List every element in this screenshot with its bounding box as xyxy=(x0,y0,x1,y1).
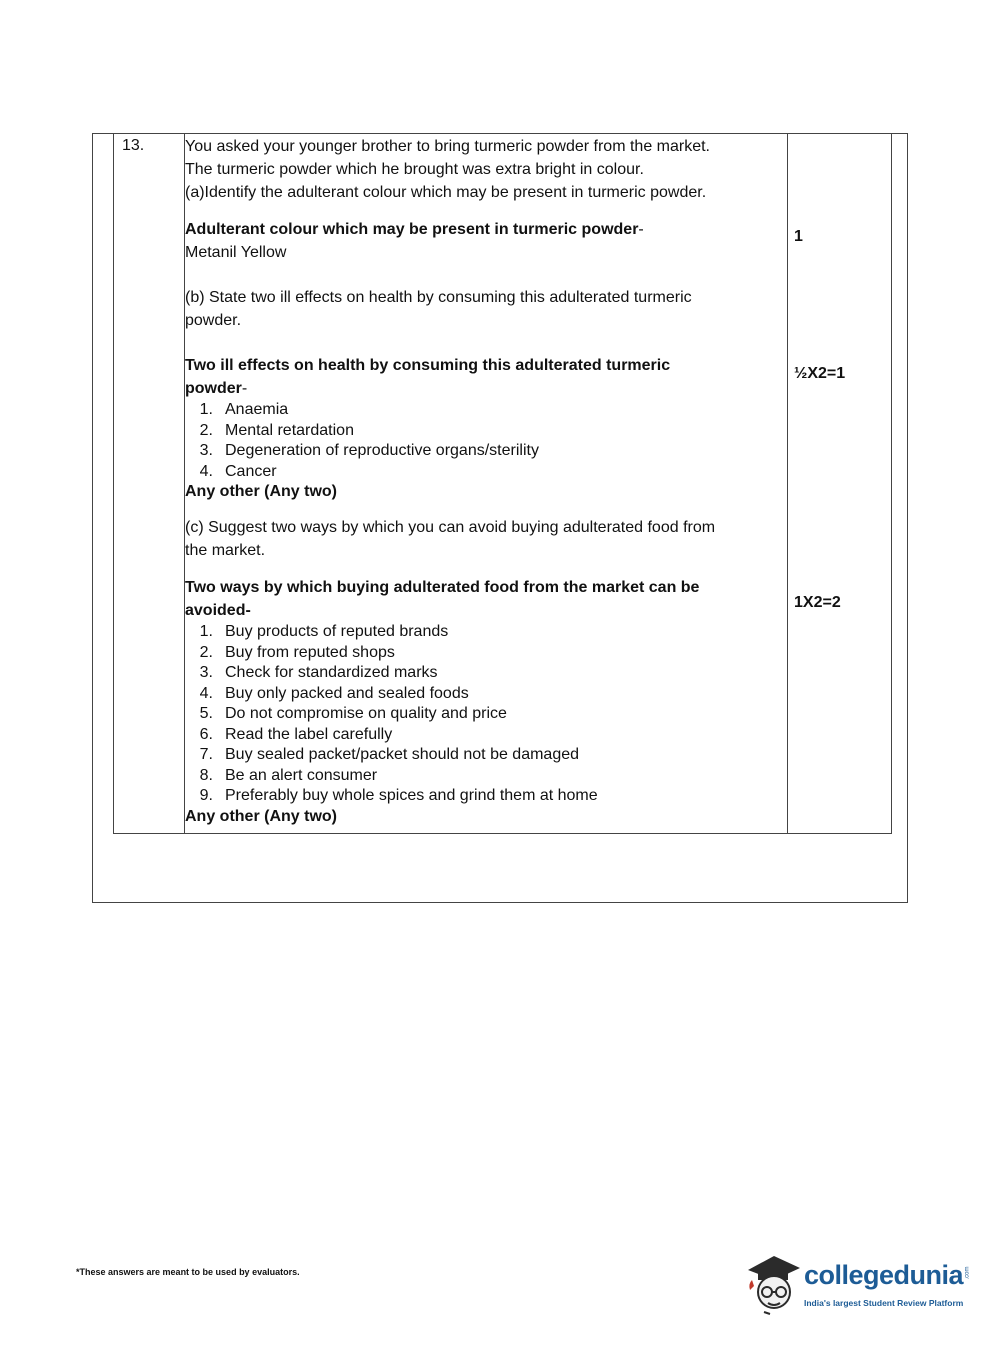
question-number: 13. xyxy=(122,137,145,154)
list-item: 1. Anaemia xyxy=(199,401,289,418)
mascot-icon xyxy=(744,1250,802,1316)
evaluator-note: *These answers are meant to be used by evaluators. xyxy=(76,1267,300,1277)
list-item: 7. Buy sealed packet/packet should not be damaged xyxy=(199,746,580,763)
part-c-question: the market. xyxy=(185,542,266,559)
table-row xyxy=(114,134,892,834)
list-item: 6. Read the label carefully xyxy=(199,725,393,743)
list-item: 3. Check for standardized marks xyxy=(199,664,438,681)
part-a-marks: 1 xyxy=(794,228,803,245)
list-item: 8. Be an alert consumer xyxy=(199,766,378,784)
part-c-any-other: Any other (Any two) xyxy=(185,807,337,825)
part-c-heading: avoided- xyxy=(185,602,251,619)
part-b-heading: powder xyxy=(185,380,242,397)
question-number-cell xyxy=(114,134,185,834)
logo-name: collegedunia xyxy=(804,1260,964,1290)
list-item: 3. Degeneration of reproductive organs/sterility xyxy=(199,442,539,459)
part-a-heading: Adulterant colour which may be present in turmeric powder xyxy=(185,221,639,238)
marks-cell xyxy=(788,134,892,834)
part-c-question: (c) Suggest two ways by which you can avoid buying adulterated food from xyxy=(185,519,716,536)
avoid-adulteration-list xyxy=(185,622,787,807)
list-item: 9. Preferably buy whole spices and grind them at home xyxy=(199,787,598,804)
list-item: 4. Cancer xyxy=(199,462,277,480)
list-item: 2. Buy from reputed shops xyxy=(199,643,395,661)
question-intro-line: The turmeric powder which he brought was extra bright in colour. xyxy=(185,161,644,178)
logo-tld: .com xyxy=(964,1266,971,1280)
logo-tagline: India's largest Student Review Platform xyxy=(804,1298,964,1308)
answer-table xyxy=(113,133,892,834)
part-a-answer: Metanil Yellow xyxy=(185,244,287,261)
list-item: 1. Buy products of reputed brands xyxy=(199,623,449,640)
question-intro-line: You asked your younger brother to bring turmeric powder from the market. xyxy=(185,138,710,155)
part-b-question: (b) State two ill effects on health by consuming this adulterated turmeric xyxy=(185,289,692,306)
part-c-marks: 1X2=2 xyxy=(794,594,841,611)
part-c-heading: Two ways by which buying adulterated food from the market can be xyxy=(185,579,700,596)
question-intro-line: (a)Identify the adulterant colour which may be present in turmeric powder. xyxy=(185,184,707,201)
list-item: 2. Mental retardation xyxy=(199,421,354,439)
list-item: 4. Buy only packed and sealed foods xyxy=(199,684,469,702)
part-b-question: powder. xyxy=(185,312,242,329)
part-b-marks: ½X2=1 xyxy=(794,365,846,382)
collegedunia-logo xyxy=(744,1250,974,1316)
part-b-heading: Two ill effects on health by consuming this adulterated turmeric xyxy=(185,357,671,374)
list-item: 5. Do not compromise on quality and price xyxy=(199,705,507,722)
part-a-heading-suffix: - xyxy=(638,221,644,238)
part-b-any-other: Any other (Any two) xyxy=(185,483,337,500)
question-body-cell xyxy=(185,134,788,834)
part-b-heading-suffix: - xyxy=(241,380,248,397)
ill-effects-list xyxy=(185,400,787,482)
